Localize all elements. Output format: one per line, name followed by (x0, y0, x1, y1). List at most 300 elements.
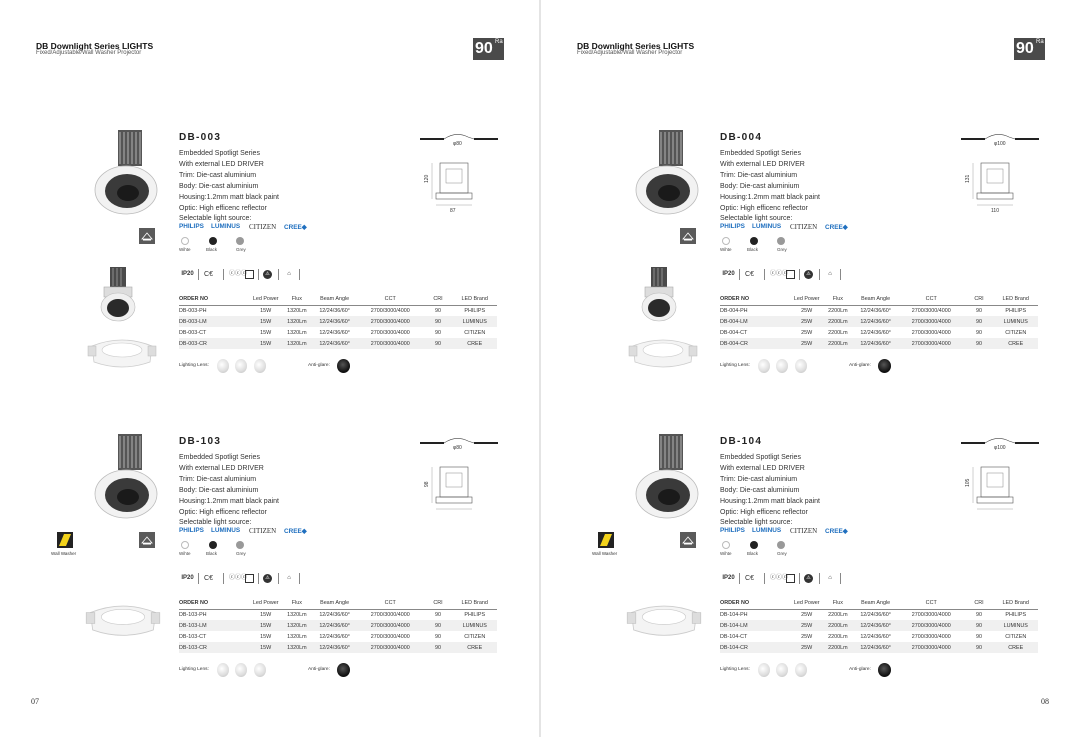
dimension-drawing (961, 133, 1039, 223)
beam-angle-cell: 12/24/36/60° (319, 611, 350, 618)
lens-icon (217, 663, 229, 677)
ra-value: 90 (475, 40, 493, 57)
table-row (179, 327, 497, 338)
flux-cell: 2200Lm (822, 620, 853, 631)
product-block (541, 125, 1080, 405)
cri-cell: 90 (424, 316, 453, 327)
cutout-label: φ80 (453, 141, 462, 147)
led-power-cell: 15W (250, 338, 281, 349)
class-ii-icon (245, 574, 254, 583)
color-label: Wihte (179, 247, 191, 252)
anti-glare-label: Anti-glare: (849, 363, 871, 368)
beam-angle-cell: 12/24/36/60° (860, 329, 891, 336)
spec-line: Selectable light source: (179, 519, 252, 526)
order-table (720, 597, 1038, 653)
col-header: ORDER NO (179, 597, 250, 609)
certifications (720, 573, 850, 585)
series-subtitle: Fixed/Adjustable/Wall Washer Projector (577, 50, 683, 56)
order-no-cell: DB-104-CR (720, 642, 791, 653)
color-options (720, 237, 800, 255)
downlight-side-image (98, 265, 138, 325)
lens-icon (776, 663, 788, 677)
black-swatch (750, 237, 758, 245)
flux-cell: 2200Lm (828, 611, 848, 618)
table-row (720, 305, 1038, 316)
black-swatch (209, 237, 217, 245)
insulation-icon: ⚠ (263, 574, 272, 583)
product-name: DB-103 (179, 436, 222, 447)
led-brand-cell: PHILIPS (1005, 611, 1027, 618)
class-ii-icon (786, 574, 795, 583)
led-power-cell: 15W (250, 316, 281, 327)
height-label: 105 (965, 478, 971, 487)
col-header: Flux (281, 293, 312, 305)
order-no-cell: DB-104-LM (720, 620, 791, 631)
flux-cell: 2200Lm (828, 633, 848, 640)
lens-icon (254, 663, 266, 677)
lighting-lens-label: Lighting Lens: (720, 667, 750, 672)
cct-cell: 2700/3000/4000 (370, 307, 410, 314)
led-power-cell: 25W (801, 633, 813, 640)
beam-angle-cell: 12/24/36/60° (853, 642, 897, 653)
table-row (179, 316, 497, 327)
color-label: Black (206, 551, 218, 556)
spec-line: Trim: Die-cast aluminium (179, 476, 257, 483)
led-power-cell: 15W (260, 329, 272, 336)
table-row (720, 620, 1038, 631)
led-power-cell: 25W (791, 642, 822, 653)
black-swatch (750, 541, 758, 549)
lens-options (720, 663, 920, 681)
led-brand-cell: CREE (993, 642, 1038, 653)
ra-value: 90 (1016, 40, 1034, 57)
cct-cell: 2700/3000/4000 (357, 338, 424, 349)
beam-angle-cell: 12/24/36/60° (860, 307, 891, 314)
col-header: CRI (965, 597, 994, 609)
order-no-cell: DB-004-PH (720, 307, 748, 314)
anti-glare-icon (878, 663, 891, 677)
philips-logo: PHILIPS (720, 527, 745, 534)
table-row (179, 338, 497, 349)
product-name: DB-104 (720, 436, 763, 447)
citizen-logo: CITIZEN (790, 223, 818, 231)
cri-cell: 90 (435, 307, 442, 314)
cct-cell: 2700/3000/4000 (911, 633, 951, 640)
spec-line: Body: Die-cast aluminium (720, 487, 800, 494)
cct-cell: 2700/3000/4000 (898, 316, 965, 327)
install-icon (680, 228, 696, 244)
flux-cell: 1320Lm (281, 620, 312, 631)
flux-cell: 1320Lm (281, 642, 312, 653)
led-brand-cell: CREE (993, 338, 1038, 349)
col-header: Beam Angle (312, 293, 356, 305)
spec-line: Housing:1.2mm matt black paint (179, 498, 279, 505)
beam-angle-cell: 12/24/36/60° (853, 338, 897, 349)
indoor-use-icon: ⌂ (828, 271, 832, 277)
order-no-cell: DB-104-PH (720, 611, 748, 618)
lens-icon (235, 359, 247, 373)
order-no-cell: DB-004-CR (720, 338, 791, 349)
spec-line: Housing:1.2mm matt black paint (179, 194, 279, 201)
ra-badge (1014, 38, 1045, 60)
led-power-cell: 25W (791, 338, 822, 349)
lens-options (720, 359, 920, 377)
philips-logo: PHILIPS (179, 223, 204, 230)
col-header: LED Brand (452, 293, 497, 305)
table-row (179, 620, 497, 631)
col-header: Flux (822, 597, 853, 609)
citizen-logo: CITIZEN (249, 223, 277, 231)
ra-suffix: Ra (495, 39, 503, 45)
order-no-cell: DB-003-LM (179, 316, 250, 327)
table-row (179, 642, 497, 653)
brand-logos (179, 527, 329, 537)
color-label: Grey (236, 247, 246, 252)
flux-cell: 1320Lm (287, 633, 307, 640)
cct-cell: 2700/3000/4000 (370, 329, 410, 336)
width-label: 110 (991, 208, 999, 214)
col-header: CCT (898, 597, 965, 609)
downlight-side-image (639, 265, 679, 325)
cct-cell: 2700/3000/4000 (370, 611, 410, 618)
product-name: DB-003 (179, 132, 222, 143)
cct-cell: 2700/3000/4000 (370, 633, 410, 640)
cri-cell: 90 (424, 620, 453, 631)
col-header: LED Brand (993, 293, 1038, 305)
ra-suffix: Ra (1036, 39, 1044, 45)
cri-cell: 90 (976, 307, 983, 314)
table-row (720, 327, 1038, 338)
color-options (720, 541, 800, 559)
order-no-cell: DB-103-LM (179, 620, 250, 631)
led-brand-cell: CREE (452, 642, 497, 653)
flux-cell: 2200Lm (828, 307, 848, 314)
cutout-label: φ100 (994, 445, 1006, 451)
luminus-logo: LUMINUS (752, 223, 782, 230)
white-swatch (181, 237, 189, 245)
spec-line: Embedded Spotligt Series (720, 454, 801, 461)
led-brand-cell: LUMINUS (452, 316, 497, 327)
led-brand-cell: CREE (452, 338, 497, 349)
lens-icon (795, 663, 807, 677)
led-brand-cell: LUMINUS (452, 620, 497, 631)
luminus-logo: LUMINUS (211, 223, 241, 230)
cree-logo: CREE◆ (825, 528, 848, 535)
cri-cell: 90 (965, 316, 994, 327)
cct-cell: 2700/3000/4000 (898, 338, 965, 349)
col-header: Flux (281, 597, 312, 609)
wall-washer-label: Wall Washer (592, 551, 618, 556)
trim-ring-image (84, 597, 162, 639)
ip-rating: IP20 (722, 271, 735, 277)
ce-mark-icon: C€ (745, 271, 754, 278)
luminus-logo: LUMINUS (211, 527, 241, 534)
col-header: CRI (424, 293, 453, 305)
cct-cell: 2700/3000/4000 (898, 620, 965, 631)
product-block (541, 429, 1080, 709)
table-row (720, 316, 1038, 327)
spec-line: Optic: High efficenc reflector (179, 205, 267, 212)
led-brand-cell: PHILIPS (464, 307, 486, 314)
spec-line: Optic: High efficenc reflector (720, 205, 808, 212)
downlight-image (90, 432, 166, 528)
white-swatch (181, 541, 189, 549)
cri-cell: 90 (435, 633, 442, 640)
page-number: 08 (1041, 697, 1049, 706)
col-header: ORDER NO (720, 293, 791, 305)
grey-swatch (777, 237, 785, 245)
insulation-icon: ⚠ (804, 574, 813, 583)
order-no-cell: DB-003-PH (179, 307, 207, 314)
grey-swatch (777, 541, 785, 549)
color-label: Grey (777, 247, 787, 252)
lens-icon (758, 359, 770, 373)
height-label: 120 (424, 174, 430, 183)
flux-cell: 2200Lm (822, 316, 853, 327)
beam-angle-cell: 12/24/36/60° (312, 642, 356, 653)
spec-line: Body: Die-cast aluminium (179, 487, 259, 494)
catalog-page (541, 0, 1080, 737)
beam-angle-cell: 12/24/36/60° (853, 620, 897, 631)
ccc-mark-icon: ⓒⓒⓒ (229, 271, 248, 277)
ra-badge (473, 38, 504, 60)
lens-icon (235, 663, 247, 677)
lighting-lens-label: Lighting Lens: (720, 363, 750, 368)
table-row (179, 305, 497, 316)
install-icon (680, 532, 696, 548)
beam-angle-cell: 12/24/36/60° (319, 633, 350, 640)
spec-line: Selectable light source: (720, 215, 793, 222)
led-power-cell: 25W (801, 307, 813, 314)
order-no-cell: DB-003-CT (179, 329, 207, 336)
led-power-cell: 25W (791, 316, 822, 327)
color-label: Wihte (720, 551, 732, 556)
spec-line: With external LED DRIVER (179, 465, 264, 472)
spec-line: Trim: Die-cast aluminium (720, 172, 798, 179)
led-brand-cell: LUMINUS (993, 620, 1038, 631)
col-header: Beam Angle (312, 597, 356, 609)
order-no-cell: DB-103-CT (179, 633, 207, 640)
spec-line: With external LED DRIVER (720, 465, 805, 472)
height-label: 98 (424, 481, 430, 487)
spec-line: Body: Die-cast aluminium (720, 183, 800, 190)
downlight-image (631, 128, 707, 224)
class-ii-icon (245, 270, 254, 279)
led-power-cell: 15W (260, 307, 272, 314)
wall-washer-label: Wall Washer (51, 551, 77, 556)
table-row (179, 631, 497, 642)
order-no-cell: DB-103-PH (179, 611, 207, 618)
table-row (720, 642, 1038, 653)
order-no-cell: DB-004-LM (720, 316, 791, 327)
lens-icon (795, 359, 807, 373)
spec-line: With external LED DRIVER (179, 161, 264, 168)
beam-angle-cell: 12/24/36/60° (312, 620, 356, 631)
beam-angle-cell: 12/24/36/60° (860, 633, 891, 640)
insulation-icon: ⚠ (804, 270, 813, 279)
order-no-cell: DB-003-CR (179, 338, 250, 349)
citizen-logo: CITIZEN (790, 527, 818, 535)
luminus-logo: LUMINUS (752, 527, 782, 534)
color-label: Wihte (179, 551, 191, 556)
cri-cell: 90 (965, 338, 994, 349)
order-no-cell: DB-103-CR (179, 642, 250, 653)
beam-angle-cell: 12/24/36/60° (312, 316, 356, 327)
catalog-page (0, 0, 539, 737)
product-block (0, 429, 539, 709)
col-header: LED Brand (993, 597, 1038, 609)
order-no-cell: DB-104-CT (720, 633, 748, 640)
wall-washer-icon (57, 532, 73, 548)
cutout-label: φ80 (453, 445, 462, 451)
color-label: Grey (236, 551, 246, 556)
width-label: 87 (450, 208, 456, 214)
philips-logo: PHILIPS (720, 223, 745, 230)
col-header: Led Power (250, 597, 281, 609)
col-header: Led Power (791, 597, 822, 609)
cri-cell: 90 (435, 329, 442, 336)
white-swatch (722, 237, 730, 245)
beam-angle-cell: 12/24/36/60° (860, 611, 891, 618)
color-label: Grey (777, 551, 787, 556)
led-power-cell: 15W (260, 611, 272, 618)
wall-washer-icon (598, 532, 614, 548)
spec-line: Embedded Spotligt Series (179, 454, 260, 461)
beam-angle-cell: 12/24/36/60° (312, 338, 356, 349)
brand-logos (720, 223, 870, 233)
ip-rating: IP20 (181, 271, 194, 277)
cri-cell: 90 (435, 611, 442, 618)
spec-line: Trim: Die-cast aluminium (179, 172, 257, 179)
cri-cell: 90 (424, 338, 453, 349)
spec-line: Selectable light source: (179, 215, 252, 222)
anti-glare-icon (337, 359, 350, 373)
cutout-label: φ100 (994, 141, 1006, 147)
cree-logo: CREE◆ (825, 224, 848, 231)
table-row (720, 338, 1038, 349)
lighting-lens-label: Lighting Lens: (179, 667, 209, 672)
anti-glare-label: Anti-glare: (308, 363, 330, 368)
beam-angle-cell: 12/24/36/60° (319, 307, 350, 314)
col-header: LED Brand (452, 597, 497, 609)
col-header: CCT (898, 293, 965, 305)
spec-line: Housing:1.2mm matt black paint (720, 194, 820, 201)
anti-glare-label: Anti-glare: (308, 667, 330, 672)
cree-logo: CREE◆ (284, 224, 307, 231)
spec-line: Optic: High efficenc reflector (179, 509, 267, 516)
cri-cell: 90 (965, 642, 994, 653)
order-table (720, 293, 1038, 349)
col-header: CCT (357, 597, 424, 609)
grey-swatch (236, 541, 244, 549)
certifications (720, 269, 850, 281)
ccc-mark-icon: ⓒⓒⓒ (770, 271, 789, 277)
led-power-cell: 15W (250, 642, 281, 653)
cri-cell: 90 (965, 620, 994, 631)
cct-cell: 2700/3000/4000 (357, 316, 424, 327)
table-row (720, 609, 1038, 620)
color-label: Black (206, 247, 218, 252)
flux-cell: 2200Lm (822, 338, 853, 349)
product-block (0, 125, 539, 405)
col-header: Led Power (250, 293, 281, 305)
insulation-icon: ⚠ (263, 270, 272, 279)
flux-cell: 2200Lm (822, 642, 853, 653)
philips-logo: PHILIPS (179, 527, 204, 534)
col-header: ORDER NO (179, 293, 250, 305)
spec-line: Embedded Spotligt Series (179, 150, 260, 157)
series-title: DB Downlight Series LIGHTS (577, 41, 695, 51)
lens-icon (217, 359, 229, 373)
spec-line: Embedded Spotligt Series (720, 150, 801, 157)
black-swatch (209, 541, 217, 549)
spec-line: Body: Die-cast aluminium (179, 183, 259, 190)
ip-rating: IP20 (722, 575, 735, 581)
flux-cell: 1320Lm (281, 338, 312, 349)
lens-icon (758, 663, 770, 677)
order-table (179, 293, 497, 349)
height-label: 131 (965, 174, 971, 183)
beam-angle-cell: 12/24/36/60° (319, 329, 350, 336)
order-no-cell: DB-004-CT (720, 329, 748, 336)
color-options (179, 541, 259, 559)
col-header: CRI (965, 293, 994, 305)
spec-line: Trim: Die-cast aluminium (720, 476, 798, 483)
cri-cell: 90 (424, 642, 453, 653)
cct-cell: 2700/3000/4000 (911, 307, 951, 314)
flux-cell: 1320Lm (287, 329, 307, 336)
brand-logos (179, 223, 329, 233)
flux-cell: 1320Lm (281, 316, 312, 327)
led-brand-cell: CITIZEN (1005, 329, 1027, 336)
led-brand-cell: PHILIPS (1005, 307, 1027, 314)
col-header: ORDER NO (720, 597, 791, 609)
citizen-logo: CITIZEN (249, 527, 277, 535)
cree-logo: CREE◆ (284, 528, 307, 535)
anti-glare-icon (337, 663, 350, 677)
anti-glare-label: Anti-glare: (849, 667, 871, 672)
col-header: Flux (822, 293, 853, 305)
spec-line: Selectable light source: (720, 519, 793, 526)
trim-ring-image (625, 597, 703, 639)
beam-angle-cell: 12/24/36/60° (853, 316, 897, 327)
indoor-use-icon: ⌂ (287, 575, 291, 581)
cct-cell: 2700/3000/4000 (357, 620, 424, 631)
install-icon (139, 228, 155, 244)
ccc-mark-icon: ⓒⓒⓒ (229, 575, 248, 581)
lens-options (179, 359, 379, 377)
lighting-lens-label: Lighting Lens: (179, 363, 209, 368)
flux-cell: 1320Lm (287, 307, 307, 314)
series-subtitle: Fixed/Adjustable/Wall Washer Projector (36, 50, 142, 56)
led-power-cell: 25W (801, 611, 813, 618)
white-swatch (722, 541, 730, 549)
cct-cell: 2700/3000/4000 (357, 642, 424, 653)
certifications (179, 269, 309, 281)
order-table (179, 597, 497, 653)
series-title: DB Downlight Series LIGHTS (36, 41, 154, 51)
downlight-image (90, 128, 166, 224)
cct-cell: 2700/3000/4000 (898, 642, 965, 653)
spec-line: Housing:1.2mm matt black paint (720, 498, 820, 505)
col-header: Beam Angle (853, 597, 897, 609)
indoor-use-icon: ⌂ (287, 271, 291, 277)
cri-cell: 90 (976, 633, 983, 640)
grey-swatch (236, 237, 244, 245)
dimension-drawing (961, 437, 1039, 527)
led-brand-cell: CITIZEN (1005, 633, 1027, 640)
cri-cell: 90 (976, 329, 983, 336)
